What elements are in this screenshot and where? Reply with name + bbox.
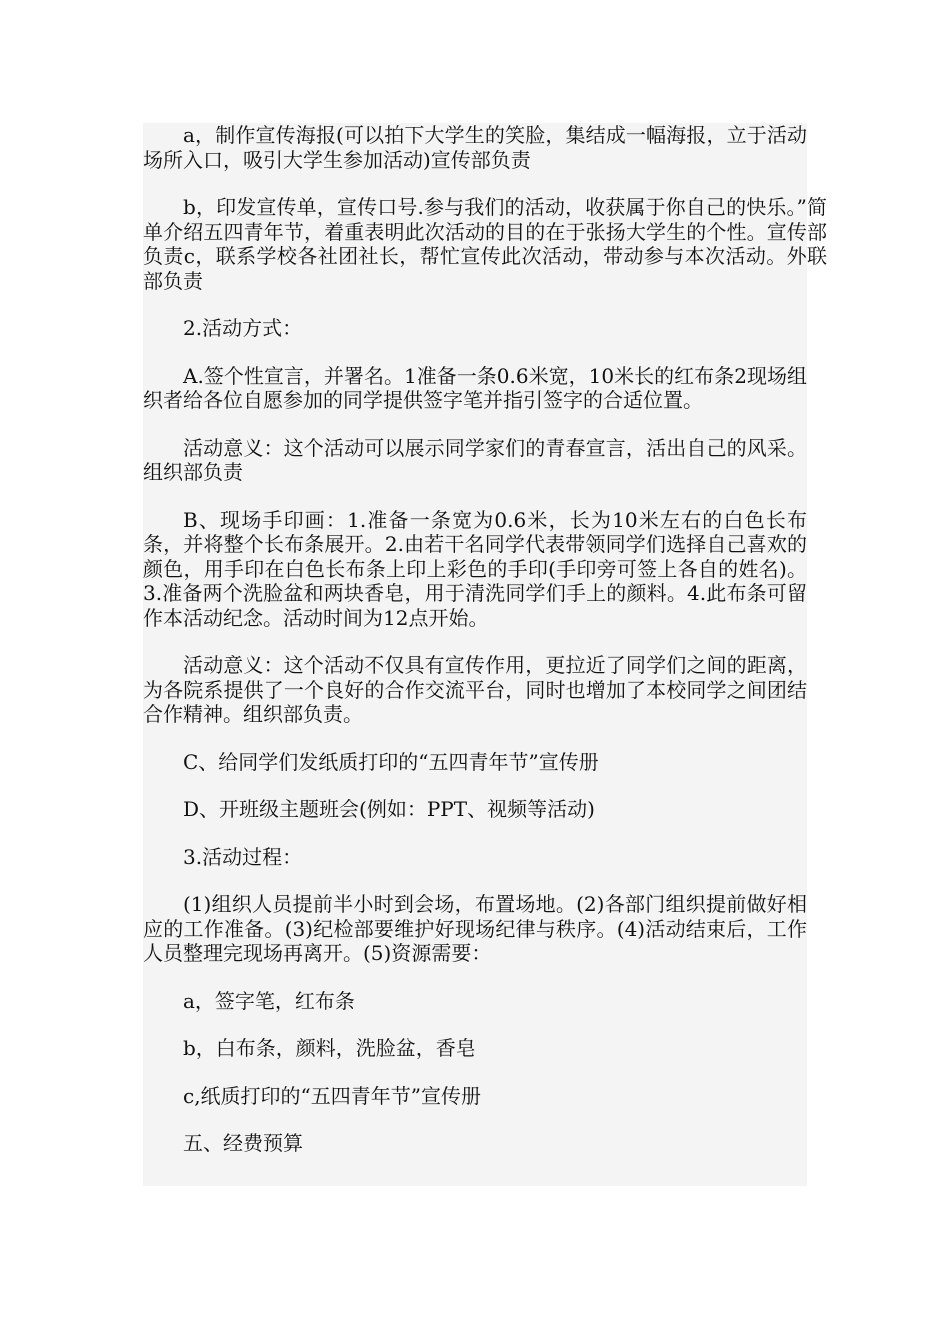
paragraph-resource-c: c,纸质打印的“五四青年节”宣传册 [183,1083,482,1108]
paragraph-activity-method-heading: 2.活动方式： [183,316,303,340]
paragraph-signature-activity: A.签个性宣言，并署名。1准备一条0.6米宽，10米长的红布条2现场组织者给各位自愿参加的同学提供签字笔并指引签字的合适位置。 [143,363,807,412]
paragraph-poster: a，制作宣传海报(可以拍下大学生的笑脸，集结成一幅海报，立于活动场所入口，吸引大学生参加活动)宣传部负责 [143,123,807,172]
section-heading-budget: 五、经费预算 [183,1131,303,1155]
paragraph-resource-a: a，签字笔，红布条 [183,988,355,1013]
document-body [143,123,827,1176]
paragraph-handprint-meaning: 活动意义：这个活动不仅具有宣传作用，更拉近了同学们之间的距离，为各院系提供了一个良好的合作交流平台，同时也增加了本校同学之间团结合作精神。组织部负责。 [143,653,807,726]
paragraph-leaflet: b，印发宣传单，宣传口号.参与我们的活动，收获属于你自己的快乐。”简单介绍五四青年节，着重表明此次活动的目的在于张扬大学生的个性。宣传部负责c，联系学校各社团社长，帮忙宣传此次活动，带动参与本次活动。外联部负责 [143,195,827,293]
paragraph-brochure: C、给同学们发纸质打印的“五四青年节”宣传册 [183,749,599,774]
paragraph-signature-meaning: 活动意义：这个活动可以展示同学家们的青春宣言，活出自己的风采。组织部负责 [143,435,807,484]
paragraph-activity-process-heading: 3.活动过程： [183,844,303,869]
paragraph-handprint-activity: B、现场手印画：1.准备一条宽为0.6米，长为10米左右的白色长布条，并将整个长布条展开。2.由若干名同学代表带领同学们选择自己喜欢的颜色，用手印在白色长布条上印上彩色的手印(手印旁可签上各自的姓名)。3.准备两个洗脸盆和两块香皂，用于清洗同学们手上的颜料。4.此布条可留作本活动纪念。活动时间为12点开始。 [143,507,807,630]
paragraph-class-meeting: D、开班级主题班会(例如：PPT、视频等活动) [183,797,595,821]
paragraph-process-steps: (1)组织人员提前半小时到会场，布置场地。(2)各部门组织提前做好相应的工作准备。(3)纪检部要维护好现场纪律与秩序。(4)活动结束后，工作人员整理完现场再离开。(5)资源需要： [143,892,807,965]
paragraph-resource-b: b，白布条，颜料，洗脸盆，香皂 [183,1036,476,1060]
